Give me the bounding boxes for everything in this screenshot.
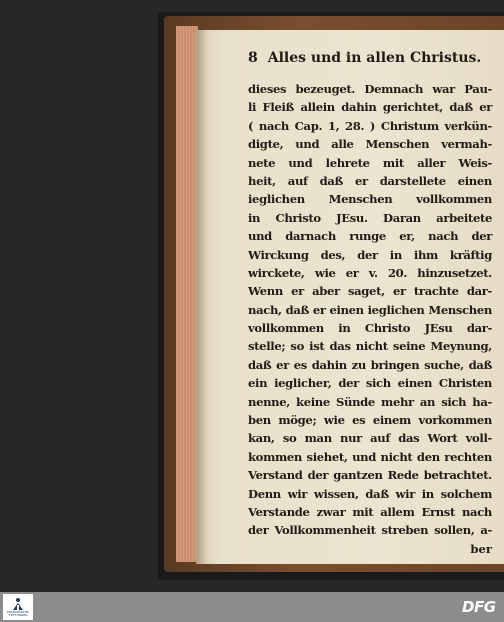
page-edges xyxy=(176,26,198,562)
running-head-title: Alles und in allen Christus. xyxy=(267,50,482,66)
text-line: ( nach Cap. 1, 28. ) Christum verkün- xyxy=(248,118,492,133)
text-line: kan, so man nur auf das Wort voll- xyxy=(248,431,492,446)
text-line: vollkommen in Christo JEsu dar- xyxy=(248,321,492,336)
text-line: nete und lehrete mit aller Weis- xyxy=(248,155,492,170)
text-line: Wenn er aber saget, er trachte dar- xyxy=(248,284,492,299)
text-line: Denn wir wissen, daß wir in solchem xyxy=(248,486,492,501)
text-line: und darnach runge er, nach der xyxy=(248,229,492,244)
catchword: ber xyxy=(470,541,492,556)
text-line: ben möge; wie es einem vorkommen xyxy=(248,413,492,428)
text-line: wirckete, wie er v. 20. hinzusetzet. xyxy=(248,265,492,280)
text-line: Wirckung des, der in ihm kräftig xyxy=(248,247,492,262)
text-line: ieglichen Menschen vollkommen xyxy=(248,192,492,207)
francke-foundations-logo[interactable] xyxy=(3,594,33,620)
text-line: daß er es dahin zu bringen suche, daß xyxy=(248,357,492,372)
gutter-shadow xyxy=(196,30,208,564)
text-line: li Fleiß allein dahin gerichtet, daß er xyxy=(248,100,492,115)
francke-foundations-logo-icon xyxy=(11,597,25,611)
logo-left-text: FRANCKESCHE STIFTUNGEN xyxy=(6,609,30,617)
text-line: dieses bezeuget. Demnach war Pau- xyxy=(248,82,492,96)
text-line: nenne, keine Sünde mehr an sich ha- xyxy=(248,394,492,409)
text-line: heit, auf daß er darstellete einen xyxy=(248,173,492,188)
text-line: stelle; so ist das nicht seine Meynung, xyxy=(248,339,492,354)
text-line: ein ieglicher, der sich einen Christen xyxy=(248,376,492,391)
text-line: kommen siehet, und nicht den rechten xyxy=(248,449,492,464)
book-page xyxy=(196,30,504,564)
footer-bar xyxy=(0,592,504,622)
text-line: Verstand der gantzen Rede betrachtet. xyxy=(248,468,492,483)
text-line: in Christo JEsu. Daran arbeitete xyxy=(248,210,492,225)
text-line: Verstande zwar mit allem Ernst nach xyxy=(248,504,492,519)
text-line: digte, und alle Menschen vermah- xyxy=(248,137,492,152)
page-number: 8 xyxy=(248,50,258,66)
text-line: der Vollkommenheit streben sollen, a- xyxy=(248,523,492,538)
body-text xyxy=(248,80,492,558)
running-head xyxy=(248,50,498,66)
text-line: nach, daß er einen ieglichen Menschen xyxy=(248,302,492,317)
dfg-logo[interactable]: DFG xyxy=(462,598,496,616)
